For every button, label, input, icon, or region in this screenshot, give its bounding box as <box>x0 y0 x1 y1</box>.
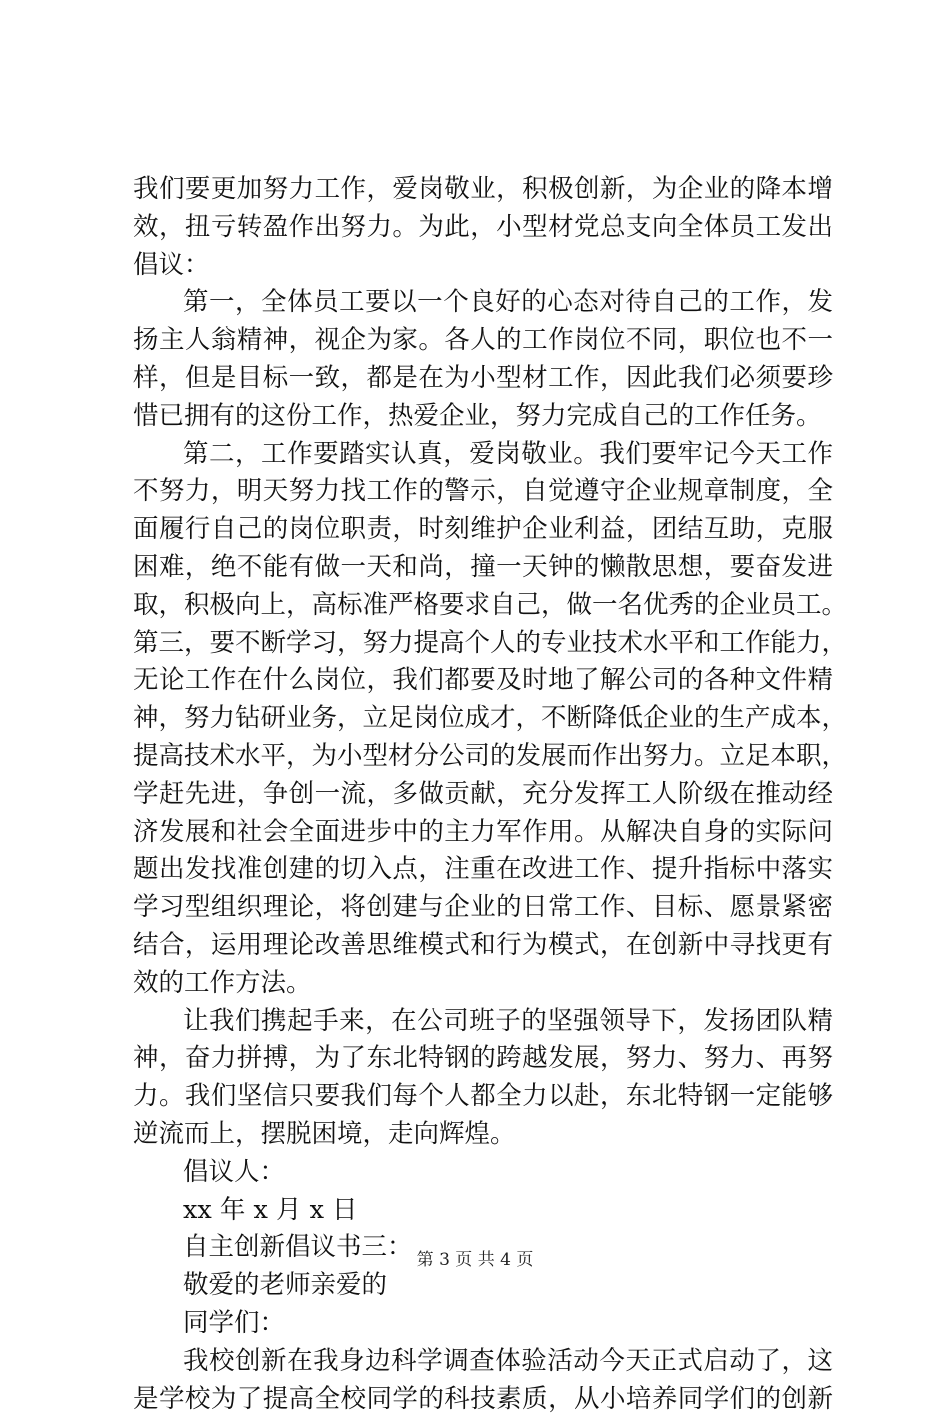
text-line: 第一，全体员工要以一个良好的心态对待自己的工作，发 <box>133 284 833 322</box>
text-line: 提高技术水平，为小型材分公司的发展而作出努力。立足本职， <box>133 738 833 776</box>
text-line: 学习型组织理论，将创建与企业的日常工作、目标、愿景紧密 <box>133 889 833 927</box>
document-body <box>133 171 833 1418</box>
text-line: 不努力，明天努力找工作的警示，自觉遵守企业规章制度，全 <box>133 473 833 511</box>
text-line: 取，积极向上，高标准严格要求自己，做一名优秀的企业员工。 <box>133 587 833 625</box>
text-line: 困难，绝不能有做一天和尚，撞一天钟的懒散思想，要奋发进 <box>133 549 833 587</box>
text-line: xx 年 x 月 x 日 <box>133 1192 833 1230</box>
text-line: 无论工作在什么岗位，我们都要及时地了解公司的各种文件精 <box>133 662 833 700</box>
text-line: 神，奋力拼搏，为了东北特钢的跨越发展，努力、努力、再努 <box>133 1040 833 1078</box>
text-line: 结合，运用理论改善思维模式和行为模式，在创新中寻找更有 <box>133 927 833 965</box>
text-line: 学赶先进，争创一流，多做贡献，充分发挥工人阶级在推动经 <box>133 776 833 814</box>
text-line: 面履行自己的岗位职责，时刻维护企业利益，团结互助，克服 <box>133 511 833 549</box>
text-line: 惜已拥有的这份工作，热爱企业，努力完成自己的工作任务。 <box>133 398 833 436</box>
text-line: 逆流而上，摆脱困境，走向辉煌。 <box>133 1116 833 1154</box>
text-line: 我校创新在我身边科学调查体验活动今天正式启动了，这 <box>133 1343 833 1381</box>
text-line: 同学们： <box>133 1305 833 1343</box>
text-line: 第三，要不断学习，努力提高个人的专业技术水平和工作能力， <box>133 625 833 663</box>
text-line: 敬爱的老师亲爱的 <box>133 1267 833 1305</box>
text-line: 济发展和社会全面进步中的主力军作用。从解决自身的实际问 <box>133 814 833 852</box>
text-line: 第二，工作要踏实认真，爱岗敬业。我们要牢记今天工作 <box>133 436 833 474</box>
text-line: 倡议： <box>133 247 833 285</box>
text-line: 神，努力钻研业务，立足岗位成才，不断降低企业的生产成本， <box>133 700 833 738</box>
text-line: 是学校为了提高全校同学的科技素质，从小培养同学们的创新 <box>133 1381 833 1418</box>
text-line: 样，但是目标一致，都是在为小型材工作，因此我们必须要珍 <box>133 360 833 398</box>
text-line: 我们要更加努力工作，爱岗敬业，积极创新，为企业的降本增 <box>133 171 833 209</box>
text-line: 让我们携起手来，在公司班子的坚强领导下，发扬团队精 <box>133 1003 833 1041</box>
text-line: 力。我们坚信只要我们每个人都全力以赴，东北特钢一定能够 <box>133 1078 833 1116</box>
text-line: 效，扭亏转盈作出努力。为此，小型材党总支向全体员工发出 <box>133 209 833 247</box>
text-line: 扬主人翁精神，视企为家。各人的工作岗位不同，职位也不一 <box>133 322 833 360</box>
text-line: 效的工作方法。 <box>133 965 833 1003</box>
text-line: 倡议人： <box>133 1154 833 1192</box>
text-line: 自主创新倡议书三： <box>133 1229 833 1267</box>
page-footer: 第 3 页 共 4 页 <box>0 1245 950 1270</box>
text-line: 题出发找准创建的切入点，注重在改进工作、提升指标中落实 <box>133 851 833 889</box>
